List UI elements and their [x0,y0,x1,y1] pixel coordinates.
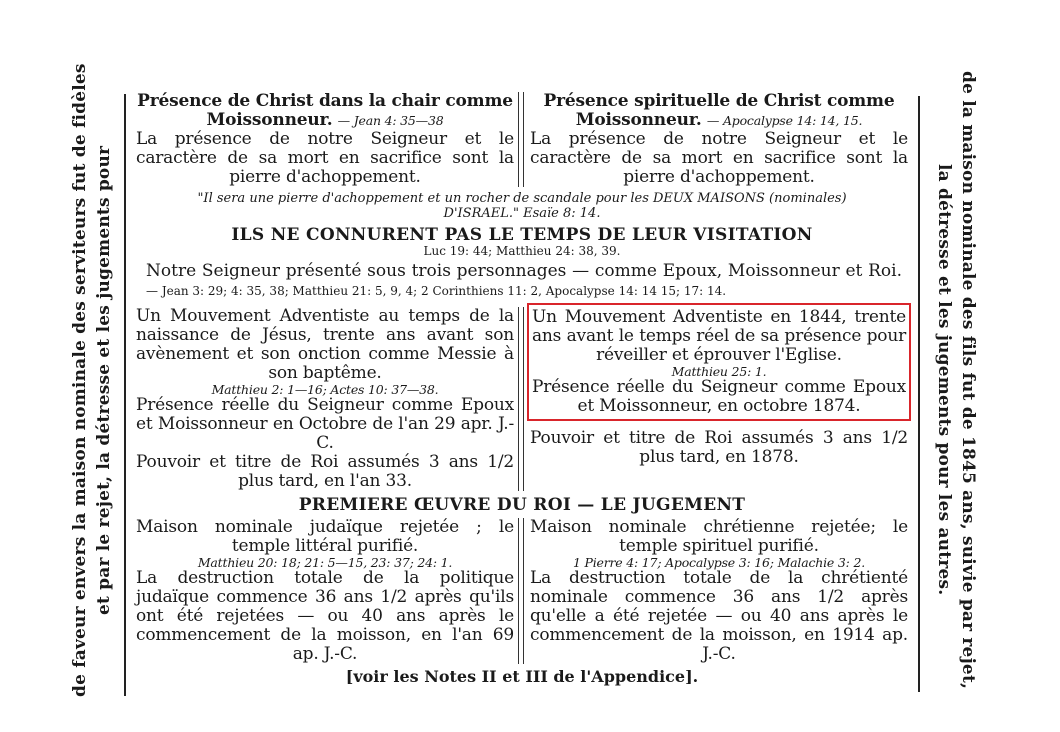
left-presence-text: Présence réelle du Seigneur comme Epoux et Moissonneur en Octobre de l'an 29 apr. J.-C. [136,395,514,453]
left-reference: — Jean 4: 35—38 [337,113,444,128]
left-rejection-ref: Matthieu 20: 18; 21: 5—15, 23: 37; 24: 1. [197,555,453,570]
right-column [522,518,908,664]
left-destruction-text: La destruction totale de la politique judaïque commence 36 ans 1/2 après qu'ils ont été rejetées — ou 40 ans après le commencement de la moisson, en l'an 69 ap. J.-C. [136,568,514,664]
left-rule [124,94,126,696]
right-title-line2 [530,111,908,130]
right-column [522,307,908,491]
right-destruction-text: La destruction totale de la chrétienté nominale commence 36 ans 1/2 après qu'elle a été rejetée — ou 40 ans après le commencement de la moisson, en 1914 ap. J.-C. [530,568,908,664]
visitation-heading: ILS NE CONNURENT PAS LE TEMPS DE LEUR VISITATION [231,225,813,245]
column-divider [518,307,524,491]
left-title-line2 [136,111,514,130]
appendix-note: [voir les Notes II et III de l'Appendice]. [345,667,699,686]
three-persons-text [136,262,908,301]
right-reference: — Apocalypse 14: 14, 15. [706,113,863,128]
three-persons-main: Notre Seigneur présenté sous trois personnages — comme Epoux, Moissonneur et Roi. [146,261,902,281]
adventist-block [136,307,908,491]
isaiah-quote: "Il sera une pierre d'achoppement et un rocher de scandale pour les DEUX MAISONS (nominales) D'ISRAEL." Esaïe 8: 14. [197,191,847,221]
left-title: Présence de Christ dans la chair comme [137,91,513,111]
right-margin-text: de la maison nominale des fils fut de 1845 ans, suivie par rejet, la détresse et les jugements pour les autres. [934,70,978,690]
chart-page [136,92,908,686]
right-title-word: Moissonneur. [575,110,702,130]
left-text: La présence de notre Seigneur et le caractère de sa mort en sacrifice sont la pierre d'achoppement. [136,129,514,187]
right-king-text: Pouvoir et titre de Roi assumés 3 ans 1/2 plus tard, en 1878. [530,428,908,467]
judgment-heading: PREMIERE ŒUVRE DU ROI — LE JUGEMENT [298,495,746,515]
left-column [136,307,522,491]
left-column [136,518,522,664]
right-presence-text: Présence réelle du Seigneur comme Epoux et Moissonneur, en octobre 1874. [532,377,906,416]
presence-block [136,92,908,187]
right-text: La présence de notre Seigneur et le caractère de sa mort en sacrifice sont la pierre d'achoppement. [530,129,908,187]
right-column [522,92,908,187]
right-movement-text: Un Mouvement Adventiste en 1844, trente ans avant le temps réel de sa présence pour réveiller et éprouver l'Eglise. [532,307,906,365]
three-persons-refs: — Jean 3: 29; 4: 35, 38; Matthieu 21: 5, 9, 4; 2 Corinthiens 11: 2, Apocalypse 14: 14 15; 17: 14. [146,284,727,298]
left-movement-ref: Matthieu 2: 1—16; Actes 10: 37—38. [211,382,439,397]
column-divider [518,518,524,664]
left-title-word: Moissonneur. [206,110,333,130]
visitation-refs: Luc 19: 44; Matthieu 24: 38, 39. [423,244,621,258]
left-column [136,92,522,187]
right-rejection-text: Maison nominale chrétienne rejetée; le temple spirituel purifié. [530,517,908,556]
left-margin-text: de faveur envers la maison nominale des serviteurs fut de fidèles et par le rejet, la détresse et les jugements pour [70,63,114,697]
right-rule [918,96,920,692]
right-rejection-ref: 1 Pierre 4: 17; Apocalypse 3: 16; Malachie 3: 2. [573,555,865,570]
right-movement-ref: Matthieu 25: 1. [671,364,767,379]
right-title: Présence spirituelle de Christ comme [543,91,895,111]
left-movement-text: Un Mouvement Adventiste au temps de la naissance de Jésus, trente ans avant son avènement et son onction comme Messie à son baptême. [136,306,514,383]
column-divider [518,92,524,187]
left-king-text: Pouvoir et titre de Roi assumés 3 ans 1/2 plus tard, en l'an 33. [136,452,514,491]
judgment-block [136,518,908,664]
highlight-box [532,308,906,416]
left-rejection-text: Maison nominale judaïque rejetée ; le temple littéral purifié. [136,517,514,556]
